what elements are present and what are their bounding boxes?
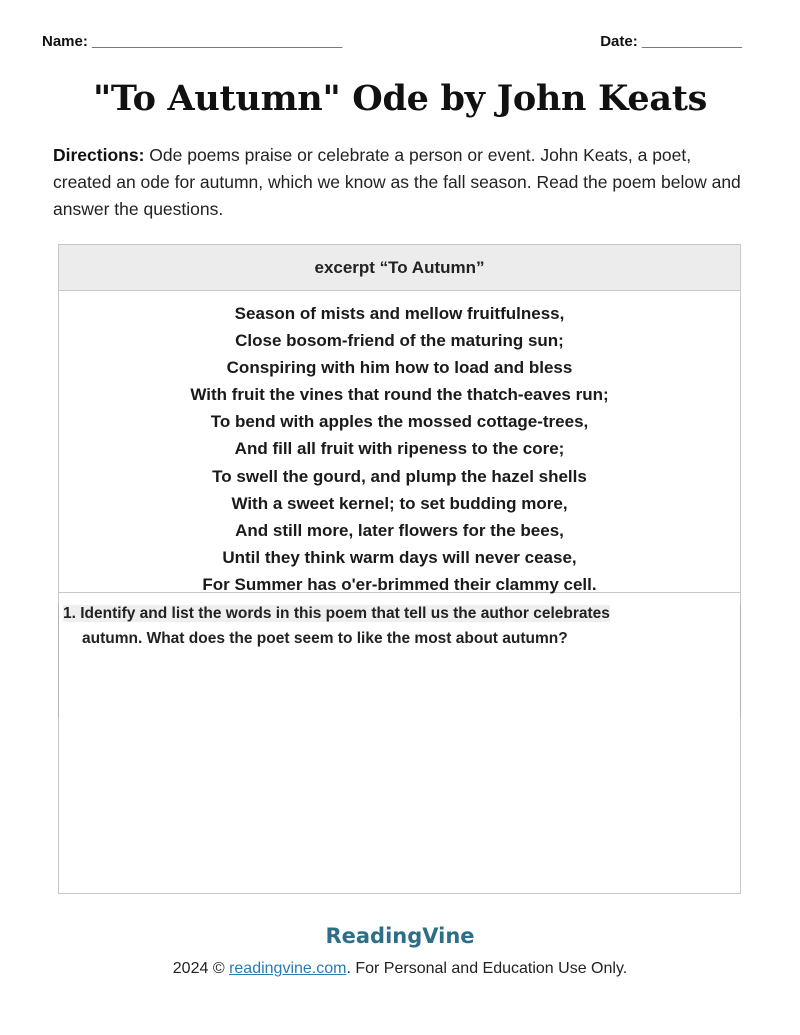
poem-line: To swell the gourd, and plump the hazel shells (212, 466, 587, 486)
copyright-suffix: . For Personal and Education Use Only. (346, 960, 628, 977)
readingvine-link[interactable]: readingvine.com (229, 960, 347, 977)
footer-copyright (0, 960, 800, 978)
question-line-1 (63, 605, 610, 622)
directions (53, 142, 753, 223)
poem-line: Season of mists and mellow fruitfulness, (234, 304, 565, 323)
poem-line: And fill all fruit with ripeness to the core; (234, 439, 565, 459)
poem-line: Until they think warm days will never cease, (222, 547, 577, 567)
answer-area-left-border (58, 604, 59, 718)
poem-line: And still more, later flowers for the bees, (235, 520, 564, 540)
poem-line: Close bosom-friend of the maturing sun; (235, 331, 564, 351)
question-text-1: Identify and list the words in this poem that tell us the author celebrates (80, 605, 610, 622)
readingvine-logo: ReadingVine (325, 924, 475, 948)
poem-box (58, 244, 741, 894)
question-text-2: autumn. What does the poet seem to like the most about autumn? (82, 630, 568, 647)
poem-line: To bend with apples the mossed cottage-trees, (210, 412, 589, 432)
poem-line: For Summer has o'er-brimmed their clammy cell. (202, 574, 597, 594)
page-title: "To Autumn" Ode by John Keats (92, 78, 708, 119)
poem-line: Conspiring with him how to load and bless (226, 358, 573, 378)
name-field: Name: ______________________________ (42, 33, 343, 50)
question-number: 1. (63, 605, 76, 622)
copyright-prefix: 2024 © (172, 960, 230, 977)
date-field: Date: ____________ (600, 33, 742, 50)
directions-label: Directions: (53, 145, 145, 165)
poem-text (59, 291, 740, 593)
directions-text: Ode poems praise or celebrate a person or event. John Keats, a poet, created an ode for autumn, which we know as the fall season. Read the poem below and answer the questions. (53, 145, 741, 219)
poem-line: With fruit the vines that round the thatch-eaves run; (190, 385, 609, 405)
question-1 (59, 593, 740, 651)
answer-area-right-border (740, 604, 741, 718)
header-row (42, 33, 742, 53)
poem-heading: excerpt “To Autumn” (59, 245, 740, 291)
poem-line: With a sweet kernel; to set budding more, (231, 493, 568, 513)
